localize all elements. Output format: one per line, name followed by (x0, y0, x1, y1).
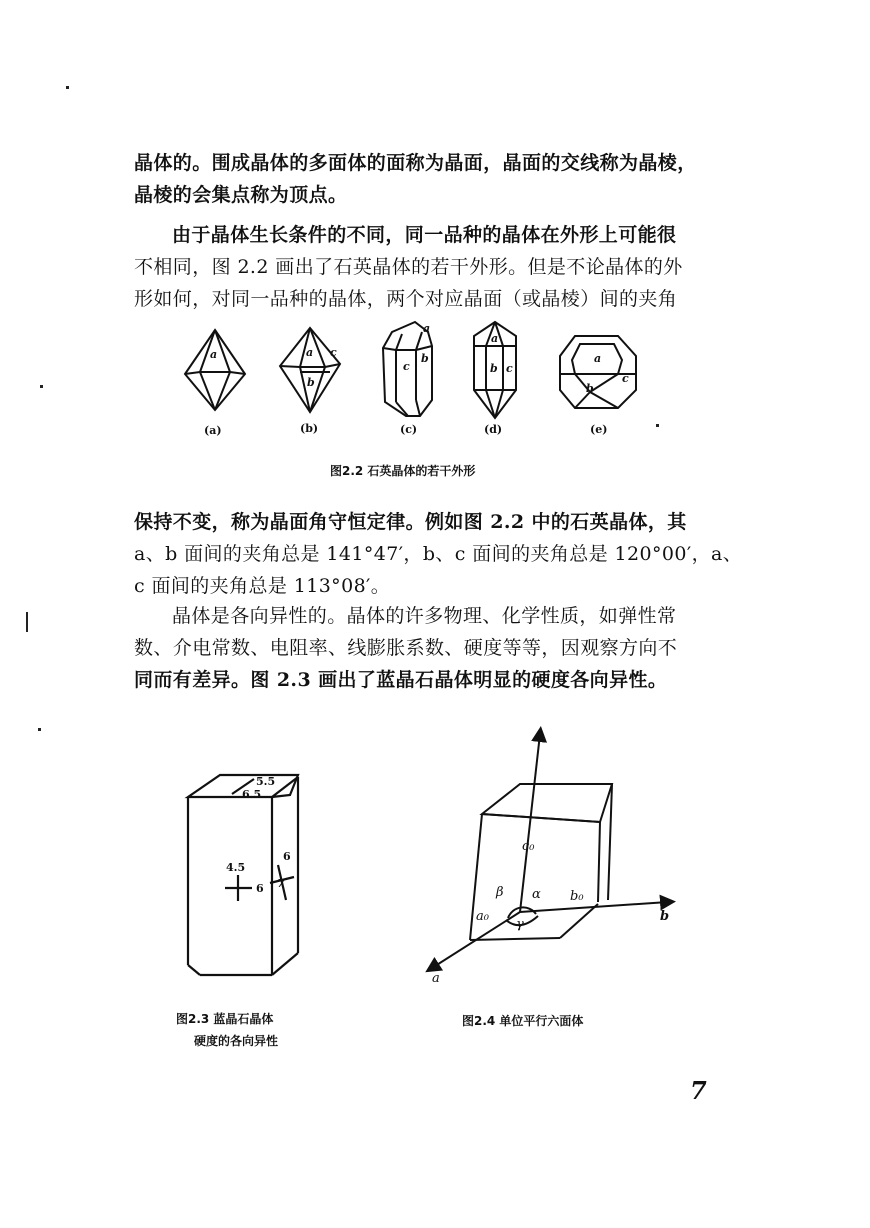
figure-2-2-quartz-shapes (170, 312, 670, 442)
angle-label-gamma: γ (516, 917, 524, 932)
paragraph-1 (134, 147, 734, 211)
text-line: 不相同，图 2.2 画出了石英晶体的若干外形。但是不论晶体的外 (134, 256, 683, 278)
caption-line: 硬度的各向异性 (194, 1034, 279, 1048)
text-line: a、b 面间的夹角总是 141°47′，b、c 面间的夹角总是 120°00′，a、 (134, 543, 743, 565)
hardness-label: 6 (256, 882, 264, 895)
face-label-a: a (491, 332, 499, 345)
edge-label-a0: a₀ (476, 909, 489, 924)
text-line: 晶体是各向异性的。晶体的许多物理、化学性质，如弹性常 (172, 605, 677, 627)
caption-line: 图2.3 蓝晶石晶体 (176, 1012, 274, 1026)
face-label-b: b (490, 362, 498, 375)
figure-2-4-unit-parallelepiped (420, 722, 690, 992)
text-line: 保持不变，称为晶面角守恒定律。例如图 2.2 中的石英晶体，其 (134, 511, 687, 533)
edge-label-b0: b₀ (570, 889, 584, 904)
page-number: 7 (690, 1076, 707, 1105)
face-label-a: a (423, 322, 431, 335)
face-label-b: b (421, 352, 429, 365)
scan-speck (66, 86, 69, 89)
sublabel-c: (c) (400, 423, 418, 436)
angle-label-beta: β (496, 885, 504, 900)
text-line: 晶棱的会集点称为顶点。 (134, 184, 348, 206)
face-label-a: a (210, 348, 218, 361)
axis-label-c: c (536, 727, 544, 742)
text-line: 同而有差异。图 2.3 画出了蓝晶石晶体明显的硬度各向异性。 (134, 669, 668, 691)
figure-2-4-caption: 图2.4 单位平行六面体 (462, 1014, 584, 1028)
sublabel-e: (e) (590, 423, 608, 436)
figure-2-3-caption (176, 1008, 278, 1052)
face-label-b: b (307, 376, 315, 389)
face-label-a: a (594, 352, 602, 365)
face-label-c: c (330, 346, 337, 359)
paragraph-2 (134, 219, 734, 315)
angle-label-alpha: α (532, 887, 541, 902)
sublabel-d: (d) (484, 423, 503, 436)
face-label-c: c (622, 372, 629, 385)
edge-label-c0: c₀ (522, 839, 535, 854)
hardness-label: 5.5 (256, 775, 276, 788)
face-label-c: c (506, 362, 513, 375)
sublabel-a: (a) (204, 424, 222, 437)
paragraph-3 (134, 506, 743, 602)
hardness-label: 6 (283, 850, 291, 863)
figure-2-3-kyanite-crystal (180, 765, 320, 985)
text-line: 晶体的。围成晶体的多面体的面称为晶面，晶面的交线称为晶棱， (134, 152, 697, 174)
face-label-b: b (586, 382, 594, 395)
hardness-label: 7 (277, 877, 285, 890)
text-line: 数、介电常数、电阻率、线膨胀系数、硬度等等，因观察方向不 (134, 637, 678, 659)
scan-speck (656, 424, 659, 427)
axis-label-a: a (432, 971, 440, 986)
face-label-c: c (403, 360, 410, 373)
text-line: c 面间的夹角总是 113°08′。 (134, 575, 391, 597)
scan-speck (40, 385, 43, 388)
paragraph-4 (134, 600, 734, 696)
axis-c (520, 734, 540, 912)
text-line: 形如何，对同一品种的晶体，两个对应晶面（或晶棱）间的夹角 (134, 288, 678, 310)
scan-speck (26, 612, 28, 632)
sublabel-b: (b) (300, 422, 319, 435)
figure-2-2-caption: 图2.2 石英晶体的若干外形 (330, 464, 476, 478)
face-label-a: a (306, 346, 314, 359)
hardness-label: 6.5 (242, 788, 262, 801)
axis-label-b: b (660, 909, 670, 924)
crystal-a-outline (185, 330, 245, 410)
text-line: 由于晶体生长条件的不同，同一品种的晶体在外形上可能很 (172, 224, 677, 246)
hardness-label: 4.5 (226, 861, 246, 874)
scan-speck (38, 728, 41, 731)
crystal-b-outline (280, 328, 340, 412)
